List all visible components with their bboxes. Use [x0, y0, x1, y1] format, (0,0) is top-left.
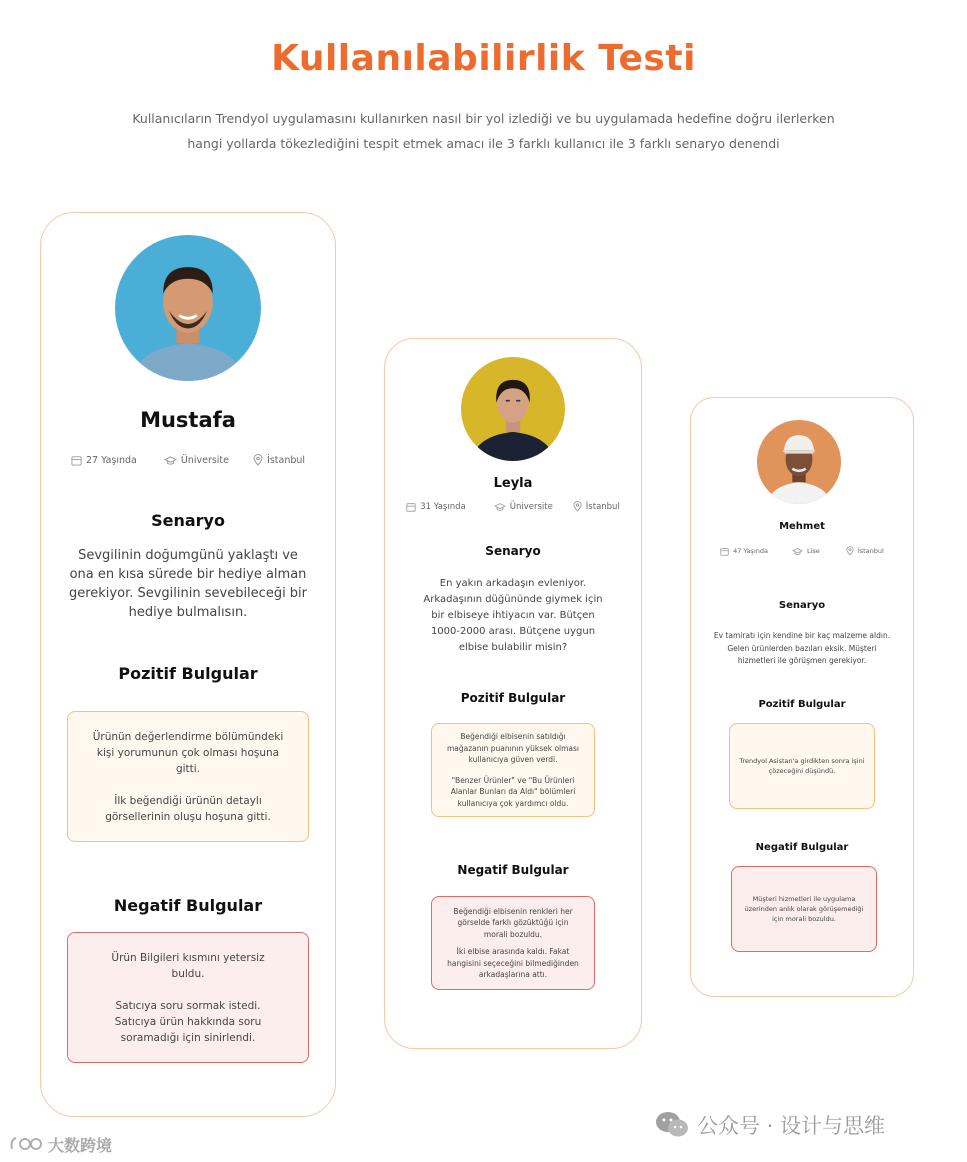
meta-education [164, 454, 229, 466]
meta-education [494, 501, 553, 512]
meta-city [846, 546, 884, 556]
positive-finding: Trendyol Asistan'a girdikten sonra işini çözeceğini düşündü. [739, 757, 865, 775]
location-pin-icon [573, 501, 582, 512]
positive-findings-title: Pozitif Bulgular [460, 691, 566, 705]
meta-city [573, 501, 620, 512]
location-pin-icon [253, 454, 263, 466]
location-pin-icon [846, 546, 854, 556]
positive-findings-title: Pozitif Bulgular [118, 664, 258, 683]
graduation-cap-icon [792, 547, 803, 556]
education-text: Üniversite [180, 454, 230, 466]
negative-findings-title: Negatif Bulgular [113, 896, 263, 915]
graduation-cap-icon [164, 455, 177, 466]
scenario-text: Ev tamiratı için kendine bir kaç malzeme aldın. Gelen ürünlerden bazıları eksik. Müşteri hizmetleri ile görüşmen gerekiyor. [713, 631, 891, 665]
subtitle-line-2: hangi yollarda tökezlediğini tespit etmek amacı ile 3 farklı kullanıcı ile 3 farklı senaryo denendi [187, 136, 780, 151]
city-text: İstanbul [857, 547, 884, 555]
positive-finding: "Benzer Ürünler" ve "Bu Ürünleri Alanlar Bunları da Aldı" bölümleri kullanıcıya çok yardımcı oldu. [450, 775, 576, 808]
positive-findings-box [729, 723, 875, 809]
meta-age [406, 501, 466, 512]
negative-finding: İki elbise arasında kaldı. Fakat hangisini seçeceğini bilmediğinden arkadaşlarına attı. [447, 947, 579, 979]
positive-finding: Beğendiği elbisenin satıldığı mağazanın puanının yüksek olması kullanıcıya güven verdi. [446, 732, 580, 764]
meta-age [71, 454, 137, 466]
age-text: 31 Yaşında [420, 501, 466, 512]
calendar-icon [71, 455, 82, 466]
watermark-right-text: 公众号 · 设计与思维 [697, 1114, 886, 1138]
avatar [115, 235, 261, 381]
city-text: İstanbul [585, 501, 620, 512]
brand-logo-icon [8, 1134, 44, 1154]
negative-findings-title: Negatif Bulgular [457, 863, 569, 877]
negative-finding: Beğendiği elbisenin renkleri her görselde farklı gözüktüğü için morali bozuldu. [453, 906, 573, 939]
negative-finding: Ürün Bilgileri kısmını yetersiz buldu. [111, 951, 265, 980]
age-text: 47 Yaşında [733, 547, 768, 555]
meta-education [792, 546, 820, 556]
avatar-portrait-icon [757, 420, 841, 504]
education-text: Üniversite [509, 501, 553, 512]
negative-findings-box [67, 932, 309, 1063]
avatar-portrait-icon [115, 235, 261, 381]
calendar-icon [720, 547, 729, 556]
persona-meta [691, 546, 913, 556]
scenario-text: En yakın arkadaşın evleniyor. Arkadaşının düğününde giymek için bir elbiseye ihtiyacın var. Bütçen 1000-2000 arası. Bütçene uygun elbise bulabilir misin? [423, 578, 603, 653]
persona-meta [385, 501, 641, 512]
watermark-left-text: 大数跨境 [48, 1135, 113, 1155]
persona-meta [41, 454, 335, 466]
positive-findings-box [431, 723, 595, 817]
scenario-text: Sevgilinin doğumgünü yaklaştı ve ona en kısa sürede bir hediye alman gerekiyor. Sevgilinin sevebileceği bir hediye bulmalısın. [68, 548, 308, 620]
subtitle-line-1: Kullanıcıların Trendyol uygulamasını kullanırken nasıl bir yol izlediği ve bu uygulamada hedefine doğru ilerlerken [132, 111, 835, 126]
scenario-title: Senaryo [485, 544, 541, 558]
page-subtitle [100, 106, 867, 156]
page-title: Kullanılabilirlik Testi [271, 38, 696, 79]
meta-age [720, 546, 768, 556]
negative-finding: Müşteri hizmetleri ile uygulama üzerinden anlık olarak görüşemediği için morali bozuldu. [744, 895, 864, 923]
negative-findings-title: Negatif Bulgular [755, 842, 849, 853]
wechat-logo-icon [655, 1111, 689, 1139]
positive-findings-box [67, 711, 309, 842]
negative-findings-box [731, 866, 877, 952]
avatar [757, 420, 841, 504]
persona-card-mehmet [690, 397, 914, 997]
positive-finding: İlk beğendiği ürünün detaylı görsellerinin oluşu hoşuna gitti. [105, 794, 271, 823]
watermark-wechat [655, 1110, 945, 1140]
negative-finding: Satıcıya soru sormak istedi. Satıcıya ürün hakkında soru soramadığı için sinirlendi. [114, 999, 262, 1044]
age-text: 27 Yaşında [85, 454, 137, 466]
negative-findings-box [431, 896, 595, 990]
education-text: Lise [806, 547, 820, 555]
positive-findings-title: Pozitif Bulgular [758, 699, 846, 710]
persona-card-leyla [384, 338, 642, 1049]
graduation-cap-icon [494, 502, 506, 512]
scenario-title: Senaryo [778, 600, 826, 611]
persona-card-mustafa [40, 212, 336, 1117]
city-text: İstanbul [267, 454, 306, 466]
scenario-title: Senaryo [151, 511, 225, 530]
avatar [461, 357, 565, 461]
persona-name: Mustafa [140, 408, 236, 432]
calendar-icon [406, 502, 416, 512]
avatar-portrait-icon [461, 357, 565, 461]
meta-city [253, 454, 305, 466]
persona-name: Mehmet [779, 521, 825, 532]
watermark-brand [8, 1132, 112, 1156]
positive-finding: Ürünün değerlendirme bölümündeki kişi yorumunun çok olması hoşuna gitti. [92, 730, 284, 775]
persona-name: Leyla [493, 476, 533, 491]
